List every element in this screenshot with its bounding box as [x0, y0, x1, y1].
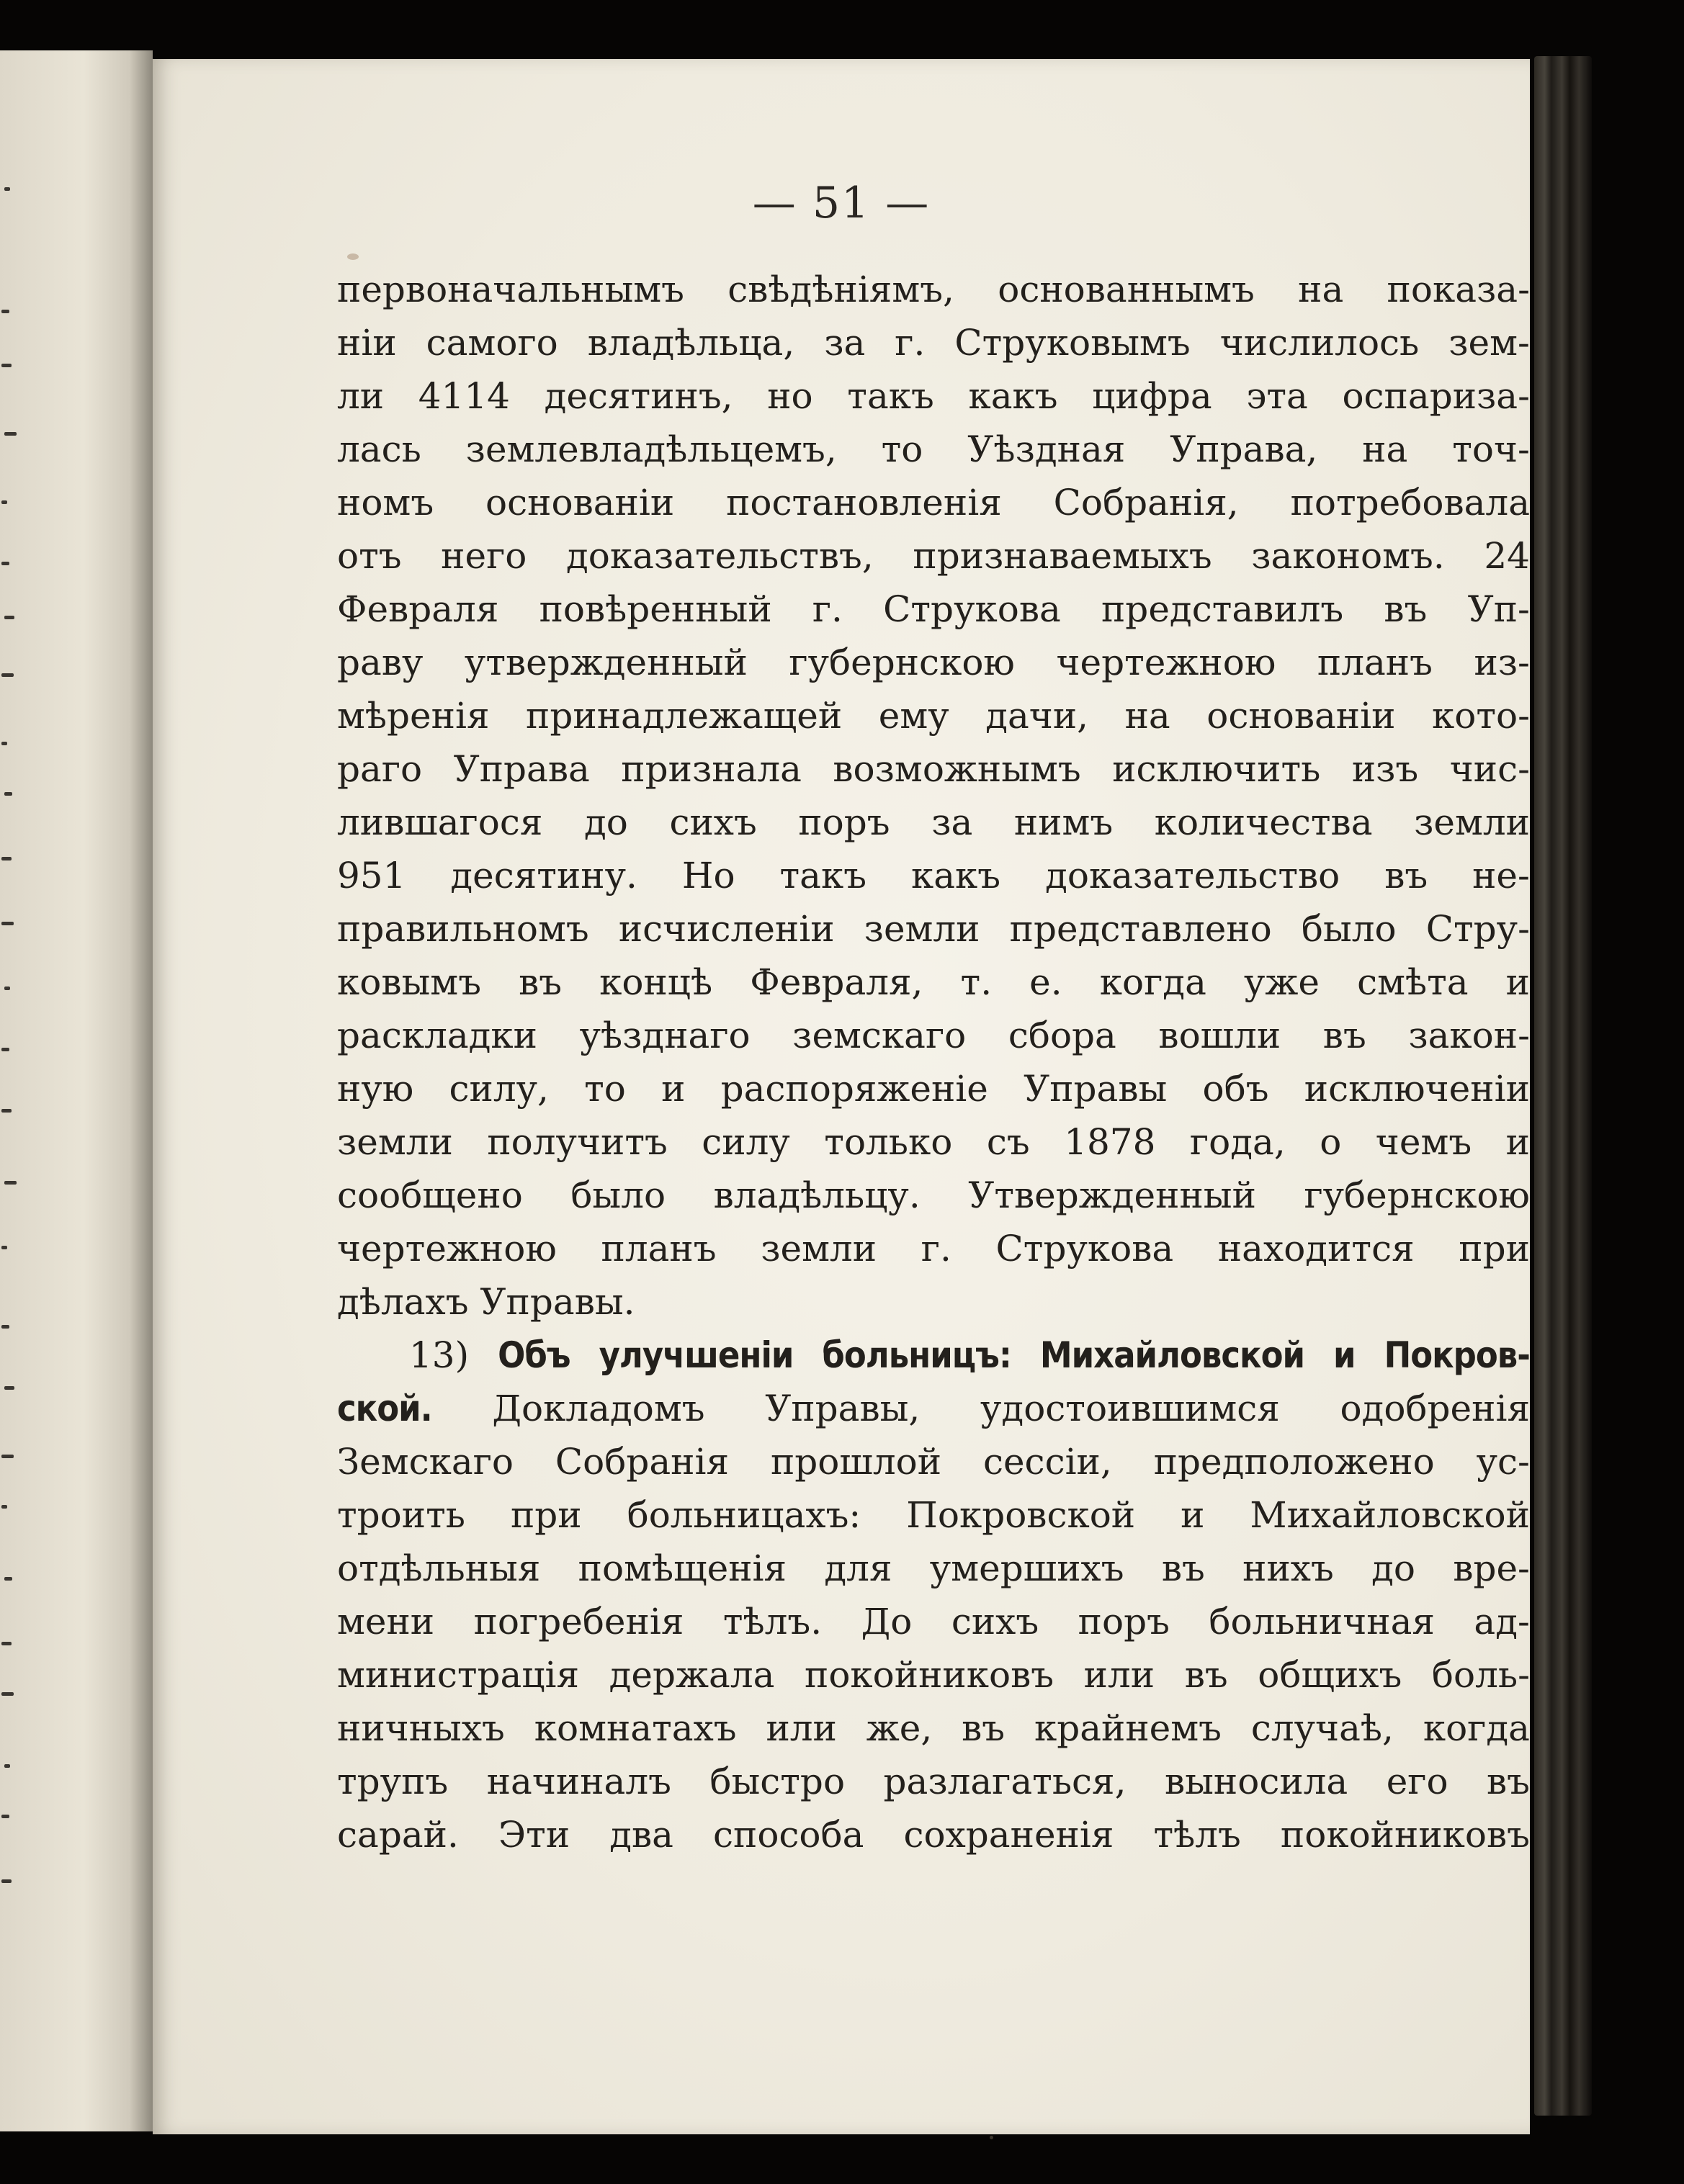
word: быстро [709, 1761, 846, 1802]
word: закон- [1408, 1015, 1530, 1056]
word: постановленія [726, 482, 1002, 523]
word: 4114 [418, 375, 510, 417]
word: вошли [1158, 1015, 1281, 1056]
bleed-mark [4, 792, 12, 796]
word: сообщено [337, 1174, 523, 1216]
word: утвержденный [464, 642, 748, 683]
word: земли [1414, 801, 1530, 843]
word: владѣльца, [587, 322, 795, 364]
bleed-mark [1, 1879, 12, 1883]
bleed-mark [1, 310, 9, 313]
word: крайнемъ [1034, 1707, 1222, 1749]
word: землевладѣльцемъ, [465, 428, 837, 470]
word: количества [1154, 801, 1373, 843]
text-line [337, 1435, 1530, 1488]
word: потребовала [1290, 482, 1530, 523]
bleed-mark [1, 1692, 14, 1696]
text-line [337, 1595, 1530, 1648]
word: въ [1384, 588, 1428, 630]
word: въ [1487, 1761, 1530, 1802]
word: поръ [1078, 1601, 1170, 1643]
word: въ [1322, 1015, 1366, 1056]
bleed-mark [1, 500, 7, 504]
word: дачи, [985, 695, 1089, 737]
bleed-mark [1, 1642, 12, 1645]
word: на [1362, 428, 1408, 470]
word: и [1181, 1494, 1205, 1536]
bleed-mark [1, 1048, 9, 1051]
word: трупъ [337, 1761, 449, 1802]
word: и [661, 1068, 686, 1110]
word: одобренія [1340, 1388, 1530, 1429]
word: ему [878, 695, 949, 737]
word: комнатахъ [534, 1707, 737, 1749]
word: раго [337, 748, 423, 790]
word: чертежною [1056, 642, 1276, 683]
text-line [337, 1648, 1530, 1702]
bleed-mark [1, 1505, 7, 1509]
word: земли [864, 908, 980, 950]
word: числилось [1219, 322, 1420, 364]
text-line [337, 1115, 1530, 1169]
text-line [337, 902, 1530, 956]
word: ничныхъ [337, 1707, 505, 1749]
word: Утвержденный [968, 1174, 1256, 1216]
word: но [767, 375, 813, 417]
heading-word: больницъ: [822, 1334, 1011, 1376]
word: о [1320, 1121, 1342, 1163]
word: исключить [1112, 748, 1321, 790]
word: общихъ [1258, 1654, 1402, 1696]
word: за [931, 801, 973, 843]
word: планъ [1317, 642, 1433, 683]
word: и [1505, 961, 1530, 1003]
word: удостоившимся [980, 1388, 1280, 1429]
heading-word: улучшеніи [599, 1334, 794, 1376]
word: два [609, 1814, 673, 1856]
paragraph-13 [337, 1329, 1530, 1861]
word: ад- [1474, 1601, 1530, 1643]
text-line [337, 1222, 1530, 1275]
page-stack-edges [1534, 56, 1592, 2116]
paragraph-13-first-line [337, 1329, 1530, 1382]
word: чертежною [337, 1228, 557, 1269]
word: держала [609, 1654, 775, 1696]
word: поръ [798, 801, 890, 843]
word: чемъ [1375, 1121, 1472, 1163]
word: Докладомъ [492, 1388, 705, 1429]
word: лась [337, 428, 421, 470]
word: е. [1029, 961, 1062, 1003]
word: до [1371, 1547, 1415, 1589]
word: признала [621, 748, 802, 790]
word: министрація [337, 1654, 580, 1696]
word: на [1298, 269, 1344, 310]
page-number: — 51 — [752, 178, 931, 228]
word: на [1124, 695, 1170, 737]
word: оспариза- [1342, 375, 1530, 417]
word: закономъ. [1251, 535, 1445, 577]
text-line [337, 689, 1530, 742]
word: г. [812, 588, 843, 630]
word: 951 [337, 855, 406, 896]
text-line [337, 529, 1530, 583]
word: исключеніи [1304, 1068, 1530, 1110]
word: раву [337, 642, 424, 683]
bleed-mark [1, 1109, 12, 1113]
word: доказательствъ, [565, 535, 874, 577]
bleed-mark [4, 1181, 17, 1185]
word: помѣщенія [578, 1547, 787, 1589]
previous-page-edge [0, 50, 153, 2131]
word: ковымъ [337, 961, 481, 1003]
word: сессіи, [982, 1441, 1112, 1483]
word: его [1386, 1761, 1448, 1802]
text-line [337, 1702, 1530, 1755]
word: больницахъ: [627, 1494, 861, 1536]
text-line [337, 956, 1530, 1009]
word: Управа [453, 748, 590, 790]
text-line [337, 476, 1530, 529]
word: ус- [1476, 1441, 1530, 1483]
word: съ [986, 1121, 1030, 1163]
word: основаніи [1206, 695, 1396, 737]
word: из- [1474, 642, 1530, 683]
word: сихъ [669, 801, 757, 843]
word: повѣренный [539, 588, 772, 630]
word: разлагаться, [883, 1761, 1127, 1802]
word: не- [1472, 855, 1530, 896]
word: планъ [601, 1228, 717, 1269]
heading-word: и [1333, 1334, 1356, 1376]
item-number: 13) [409, 1334, 470, 1376]
word: погребенія [473, 1601, 684, 1643]
word: мени [337, 1601, 435, 1643]
word: 1878 [1064, 1121, 1156, 1163]
paper-stain [347, 253, 359, 260]
word: мѣренія [337, 695, 490, 737]
word: Земскаго [337, 1441, 514, 1483]
word: исчисленіи [618, 908, 835, 950]
text-line [337, 1169, 1530, 1222]
word: способа [713, 1814, 864, 1856]
word: нимъ [1013, 801, 1114, 843]
word: раскладки [337, 1015, 538, 1056]
word: Уп- [1467, 588, 1530, 630]
word: эта [1246, 375, 1308, 417]
word: т. [960, 961, 993, 1003]
word: какъ [911, 855, 1001, 896]
word: Февраля, [750, 961, 923, 1003]
word: или [766, 1707, 837, 1749]
word: Уѣздная [967, 428, 1126, 470]
word: сбора [1008, 1015, 1116, 1056]
word: представилъ [1101, 588, 1344, 630]
word: изъ [1351, 748, 1419, 790]
word: доказательство [1045, 855, 1340, 896]
word: него [441, 535, 527, 577]
word: кото- [1431, 695, 1530, 737]
word: Собранія [555, 1441, 730, 1483]
text-line [337, 423, 1530, 476]
word: когда [1423, 1707, 1530, 1749]
word: въ [962, 1707, 1006, 1749]
bleed-mark [4, 187, 10, 191]
word: такъ [847, 375, 934, 417]
bleed-mark [1, 1325, 9, 1329]
word: за [824, 322, 866, 364]
word: признаваемыхъ [913, 535, 1212, 577]
word: предположено [1153, 1441, 1435, 1483]
text-line [337, 796, 1530, 849]
word: цифра [1092, 375, 1212, 417]
word: Стру- [1425, 908, 1530, 950]
word: года, [1189, 1121, 1286, 1163]
word: земли [761, 1228, 877, 1269]
word: троить [337, 1494, 465, 1536]
word: было [570, 1174, 666, 1216]
print-dot [990, 2136, 993, 2139]
word: владѣльцу. [713, 1174, 921, 1216]
word: принадлежащей [526, 695, 843, 737]
heading-word: Покров- [1384, 1334, 1530, 1376]
word: до [583, 801, 628, 843]
word: въ [1161, 1547, 1205, 1589]
word: отъ [337, 535, 402, 577]
word: Эти [498, 1814, 570, 1856]
word: Управы, [765, 1388, 921, 1429]
bleed-mark [1, 1815, 9, 1818]
word: десятину. [450, 855, 637, 896]
word: ли [337, 375, 385, 417]
page-body [337, 263, 1530, 1861]
text-line [337, 1062, 1530, 1115]
word: прошлой [770, 1441, 942, 1483]
bleed-mark [1, 673, 14, 677]
word: точ- [1452, 428, 1530, 470]
paragraph-12-continuation [337, 263, 1530, 1329]
word: въ [519, 961, 563, 1003]
word: при [510, 1494, 582, 1536]
word: въ [1384, 855, 1428, 896]
word: дѣлахъ [337, 1281, 480, 1323]
word: объ [1202, 1068, 1269, 1110]
word: находится [1217, 1228, 1415, 1269]
word: г. [895, 322, 926, 364]
word: номъ [337, 482, 434, 523]
word: Михайловской [1250, 1494, 1530, 1536]
word: возможнымъ [833, 748, 1081, 790]
bleed-mark [1, 742, 7, 745]
word: покойниковъ [805, 1654, 1054, 1696]
word: или [1083, 1654, 1155, 1696]
word: свѣдѣніямъ, [727, 269, 954, 310]
text-line [337, 1009, 1530, 1062]
word: представлено [1009, 908, 1272, 950]
word: основаніи [485, 482, 675, 523]
word: то [584, 1068, 626, 1110]
text-line [337, 849, 1530, 902]
word: такъ [779, 855, 867, 896]
word: сихъ [951, 1601, 1039, 1643]
heading-word: ской. [337, 1388, 432, 1429]
word: когда [1099, 961, 1206, 1003]
word: Управа, [1170, 428, 1318, 470]
word: боль- [1431, 1654, 1530, 1696]
word: первоначальнымъ [337, 269, 684, 310]
word: нихъ [1242, 1547, 1334, 1589]
word: распоряженіе [720, 1068, 988, 1110]
paragraph-13-body [337, 1435, 1530, 1861]
word: для [824, 1547, 892, 1589]
word: показа- [1387, 269, 1530, 310]
word: то [881, 428, 923, 470]
word: земли [337, 1121, 453, 1163]
text-line [337, 636, 1530, 689]
bleed-mark [1, 1246, 7, 1249]
text-line [337, 369, 1530, 423]
heading-word: Михайловской [1039, 1334, 1305, 1376]
bleed-mark [1, 562, 9, 565]
paragraph-13-second-line [337, 1382, 1530, 1435]
word: въ [1184, 1654, 1228, 1696]
bleed-mark [4, 1764, 10, 1768]
word: сохраненія [903, 1814, 1114, 1856]
word: больничная [1209, 1601, 1435, 1643]
text-line [337, 263, 1530, 316]
word: какъ [968, 375, 1058, 417]
bleed-mark [1, 922, 14, 925]
word: отдѣльныя [337, 1547, 541, 1589]
word: г. [921, 1228, 951, 1269]
word: Но [681, 855, 735, 896]
word: десятинъ, [544, 375, 733, 417]
word: Февраля [337, 588, 499, 630]
word: концѣ [599, 961, 713, 1003]
word: лившагося [337, 801, 543, 843]
word: Управы. [480, 1281, 635, 1323]
text-line [337, 1275, 1530, 1329]
bleed-mark [4, 987, 10, 990]
word: при [1459, 1228, 1530, 1269]
word: Струкова [883, 588, 1061, 630]
bleed-mark [4, 616, 14, 619]
text-line [337, 1488, 1530, 1542]
word: чис- [1449, 748, 1530, 790]
word: уѣзднаго [579, 1015, 751, 1056]
word: Струкова [995, 1228, 1174, 1269]
word: покойниковъ [1280, 1814, 1530, 1856]
text-line [337, 1808, 1530, 1861]
word: получитъ [487, 1121, 668, 1163]
word: тѣлъ. [722, 1601, 823, 1643]
word: основаннымъ [998, 269, 1255, 310]
word: смѣта [1357, 961, 1469, 1003]
text-line [337, 583, 1530, 636]
word: случаѣ, [1250, 1707, 1394, 1749]
bleed-mark [1, 857, 12, 860]
bleed-mark [4, 1386, 14, 1390]
word: правильномъ [337, 908, 589, 950]
word: было [1301, 908, 1397, 950]
text-line [337, 1542, 1530, 1595]
bleed-mark [4, 1577, 12, 1581]
word: губернскою [1304, 1174, 1530, 1216]
word: силу [702, 1121, 790, 1163]
bleed-mark [4, 432, 17, 436]
word: ную [337, 1068, 414, 1110]
word: выносила [1164, 1761, 1348, 1802]
word: начиналъ [486, 1761, 671, 1802]
word: тѣлъ [1153, 1814, 1241, 1856]
word: 24 [1484, 535, 1530, 577]
word: вре- [1453, 1547, 1530, 1589]
word: Управы [1024, 1068, 1168, 1110]
text-line [337, 316, 1530, 369]
word: До [861, 1601, 913, 1643]
word: Струковымъ [954, 322, 1191, 364]
word: губернскою [789, 642, 1015, 683]
word: силу, [449, 1068, 549, 1110]
heading-word: Объ [498, 1334, 570, 1376]
word: Покровской [906, 1494, 1136, 1536]
word: и [1505, 1121, 1530, 1163]
word: же, [866, 1707, 933, 1749]
word: только [824, 1121, 953, 1163]
word: самого [426, 322, 558, 364]
text-line [337, 1755, 1530, 1808]
bleed-mark [1, 364, 12, 367]
word: зем- [1448, 322, 1530, 364]
word: ніи [337, 322, 397, 364]
book-page [153, 59, 1530, 2134]
word: земскаго [792, 1015, 967, 1056]
bleed-mark [1, 1455, 14, 1458]
word: Собранія, [1053, 482, 1239, 523]
word: умершихъ [929, 1547, 1124, 1589]
word: сарай. [337, 1814, 459, 1856]
text-line [337, 742, 1530, 796]
word: уже [1243, 961, 1320, 1003]
